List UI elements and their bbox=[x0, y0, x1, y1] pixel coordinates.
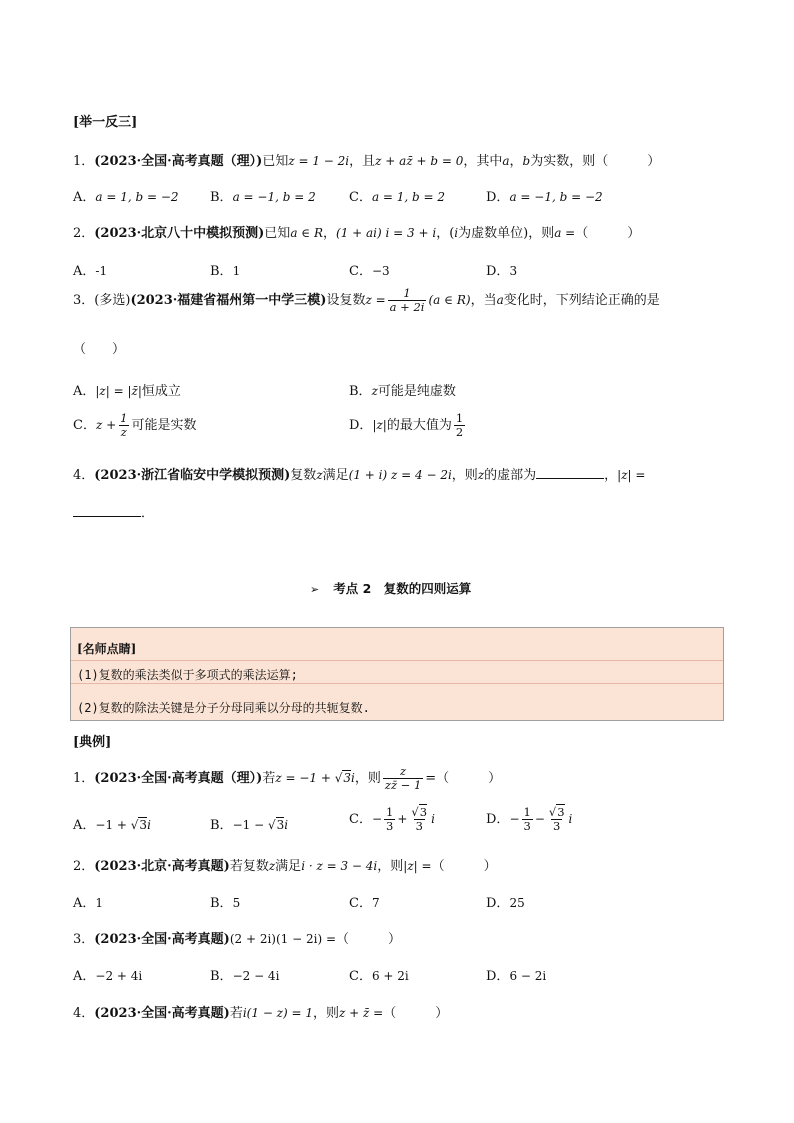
option-d bbox=[486, 806, 572, 833]
option-a bbox=[73, 965, 142, 984]
question-text: 复数 bbox=[290, 468, 317, 483]
option-a: A．−1 + √3i bbox=[73, 818, 151, 833]
equation: i · z = 3 − 4i bbox=[301, 859, 378, 873]
fraction-denominator: 3 bbox=[386, 819, 394, 834]
question-text: 设复数 bbox=[326, 293, 366, 309]
option-c bbox=[349, 806, 435, 833]
question-2 bbox=[73, 222, 640, 241]
equation: z = bbox=[365, 293, 386, 308]
question-text: 若 bbox=[262, 771, 276, 787]
question-tag: (多选) bbox=[94, 293, 131, 309]
section-title: 考点 2 复数的四则运算 bbox=[333, 581, 472, 596]
question-number: 3． bbox=[73, 293, 95, 309]
option-d bbox=[486, 186, 603, 205]
fraction-numerator: 1 bbox=[403, 286, 411, 300]
option-label: B． bbox=[349, 384, 372, 399]
option-text: 恒成立 bbox=[141, 384, 181, 399]
option-text: 的最大值为 bbox=[386, 418, 452, 434]
option-label: D． bbox=[486, 190, 510, 205]
separator: ， bbox=[509, 154, 523, 169]
option-b: B．−1 − √3i bbox=[210, 818, 289, 833]
equation: i bbox=[147, 818, 151, 832]
equation: − bbox=[371, 812, 383, 827]
option-text: 可能是纯虚数 bbox=[377, 384, 456, 399]
option-value: 1 bbox=[95, 896, 104, 910]
fraction-denominator: z bbox=[120, 425, 127, 440]
option-b bbox=[210, 260, 240, 279]
question-2 bbox=[73, 855, 497, 874]
question-3 bbox=[73, 287, 660, 314]
equation: |z| = |z̄| bbox=[95, 384, 142, 398]
fraction: $\frac{√3}{3}$ bbox=[548, 805, 565, 834]
variable: z bbox=[371, 384, 378, 398]
fraction-numerator: 1 bbox=[386, 805, 394, 819]
question-text: 若复数 bbox=[229, 859, 269, 874]
option-value: 3 bbox=[509, 264, 518, 278]
question-text: ，则 bbox=[313, 1006, 340, 1021]
equation: z = 1 − 2i bbox=[288, 154, 350, 168]
option-value: a = 1, b = −2 bbox=[95, 190, 179, 204]
question-text: =（ ） bbox=[425, 771, 502, 787]
option-value: 7 bbox=[371, 896, 380, 910]
fraction-denominator: zz̄ − 1 bbox=[384, 778, 422, 793]
tips-box-title-row bbox=[71, 628, 723, 661]
equation: −1 − bbox=[232, 818, 268, 832]
option-value: a = −1, b = −2 bbox=[509, 190, 603, 204]
option-label: C． bbox=[349, 896, 372, 911]
option-b bbox=[349, 380, 456, 399]
question-text: 若 bbox=[229, 1006, 243, 1021]
question-source: (2023·全国·高考真题) bbox=[94, 1006, 230, 1021]
variable: a bbox=[502, 154, 510, 168]
option-value: 25 bbox=[509, 896, 525, 910]
option-label: C． bbox=[349, 264, 372, 279]
operator: + bbox=[397, 812, 408, 827]
answer-blank[interactable] bbox=[73, 504, 141, 517]
question-text: （ ） bbox=[383, 1006, 449, 1021]
question-text: 已知 bbox=[264, 226, 291, 241]
variable: a bbox=[496, 293, 504, 308]
option-label: C． bbox=[73, 418, 96, 434]
option-value: −2 + 4i bbox=[95, 969, 143, 983]
option-value: 6 + 2i bbox=[371, 969, 409, 983]
option-value: 6 − 2i bbox=[509, 969, 547, 983]
option-value: a = 1, b = 2 bbox=[371, 190, 446, 204]
question-1: 1．(2023·全国·高考真题（理）)若z = −1 + √3i，则 $\frac{z}{zz̄ - 1}$ =（ ） bbox=[73, 764, 502, 793]
equation: a ∈ R bbox=[290, 226, 324, 240]
answer-line bbox=[73, 502, 154, 521]
option-value: -1 bbox=[95, 264, 108, 278]
option-value: a = −1, b = 2 bbox=[232, 190, 316, 204]
option-label: B． bbox=[210, 190, 233, 205]
question-number: 4． bbox=[73, 468, 95, 483]
fraction-numerator: 1 bbox=[455, 411, 464, 425]
tips-box-title: [名师点睛] bbox=[77, 642, 137, 656]
fraction-denominator: a + 2i bbox=[389, 300, 425, 315]
variable: i bbox=[454, 226, 459, 240]
fraction-denominator: 3 bbox=[523, 819, 531, 834]
question-text: 满足 bbox=[275, 859, 302, 874]
equation: a = bbox=[554, 226, 576, 240]
option-label: B． bbox=[210, 818, 233, 833]
question-text: ，则 bbox=[451, 468, 478, 483]
option-label: A． bbox=[73, 818, 96, 833]
option-label: A． bbox=[73, 896, 96, 911]
variable: z bbox=[477, 468, 485, 482]
equation: |z| bbox=[372, 418, 387, 433]
question-text: ，其中 bbox=[463, 154, 503, 169]
question-text: 的虚部为 bbox=[484, 468, 537, 483]
question-source: (2023·福建省福州第一中学三模) bbox=[130, 293, 327, 309]
question-source: (2023·全国·高考真题（理）) bbox=[94, 771, 263, 787]
question-number: 3． bbox=[73, 932, 95, 947]
question-number: 1． bbox=[73, 154, 95, 169]
question-text: （ ） bbox=[431, 859, 497, 874]
question-text: ， bbox=[323, 226, 337, 241]
fraction bbox=[118, 412, 129, 439]
tips-box bbox=[70, 627, 724, 721]
option-value: −3 bbox=[371, 264, 390, 278]
equation: i(1 − z) = 1 bbox=[242, 1006, 314, 1020]
variable: b bbox=[522, 154, 531, 168]
equation: |z| = bbox=[617, 468, 646, 482]
option-label: D． bbox=[486, 969, 510, 984]
option-d bbox=[486, 965, 546, 984]
tips-box-line: (2)复数的除法关键是分子分母同乘以分母的共轭复数. bbox=[77, 701, 370, 715]
option-a bbox=[73, 892, 103, 911]
question-source: (2023·北京·高考真题) bbox=[94, 859, 230, 874]
option-label: C． bbox=[349, 812, 372, 828]
question-source: (2023·浙江省临安中学模拟预测) bbox=[94, 468, 291, 483]
equation: z = −1 + bbox=[275, 771, 335, 786]
option-label: D． bbox=[486, 896, 510, 911]
fraction-numerator: z bbox=[400, 764, 407, 778]
question-text: 为实数，则（ ） bbox=[530, 154, 661, 169]
option-label: A． bbox=[73, 969, 96, 984]
question-1 bbox=[73, 150, 660, 169]
equation: |z| = bbox=[403, 859, 432, 873]
option-c bbox=[73, 412, 197, 439]
square-root: 3 bbox=[557, 805, 565, 819]
option-d bbox=[349, 412, 467, 439]
option-c bbox=[349, 965, 409, 984]
question-3 bbox=[73, 928, 401, 947]
equation: (1 + i) z = 4 − 2i bbox=[348, 468, 452, 482]
fraction-numerator: 1 bbox=[120, 411, 128, 425]
question-text: ，则 bbox=[354, 771, 381, 787]
option-b bbox=[210, 965, 279, 984]
option-c bbox=[349, 186, 445, 205]
arrow-icon: ➢ bbox=[310, 583, 320, 596]
variable: z bbox=[268, 859, 276, 873]
fraction bbox=[522, 806, 533, 833]
equation: i bbox=[568, 812, 573, 827]
equation: −1 + bbox=[95, 818, 131, 832]
question-number: 4． bbox=[73, 1006, 95, 1021]
fraction bbox=[384, 806, 395, 833]
question-text: ，当 bbox=[470, 293, 497, 309]
fraction bbox=[388, 287, 427, 314]
option-d bbox=[486, 892, 525, 911]
option-label: B． bbox=[210, 896, 233, 911]
question-text: （ ） bbox=[575, 226, 641, 241]
equation: − bbox=[509, 812, 520, 827]
question-4 bbox=[73, 1002, 448, 1021]
question-text: 变化时，下列结论正确的是 bbox=[503, 293, 660, 309]
answer-blank[interactable] bbox=[536, 466, 604, 479]
question-source: (2023·全国·高考真题) bbox=[94, 932, 230, 947]
operator: − bbox=[534, 812, 545, 827]
equation: z + z̄ = bbox=[339, 1006, 384, 1020]
square-root: 3 bbox=[419, 805, 428, 819]
option-a bbox=[73, 186, 179, 205]
fraction bbox=[454, 412, 465, 439]
option-label: D． bbox=[349, 418, 373, 434]
question-source: (2023·全国·高考真题（理）) bbox=[94, 154, 263, 169]
question-text: 满足 bbox=[322, 468, 349, 483]
question-text: ，( bbox=[436, 226, 455, 241]
section-label-example: [典例] bbox=[73, 735, 112, 750]
option-label: B． bbox=[210, 264, 233, 279]
question-number: 2． bbox=[73, 226, 95, 241]
section-label-practice: [举一反三] bbox=[73, 115, 138, 130]
option-a bbox=[73, 260, 107, 279]
square-root: 3 bbox=[343, 771, 352, 786]
question-number: 2． bbox=[73, 859, 95, 874]
equation: i bbox=[284, 818, 289, 832]
option-label: A． bbox=[73, 264, 96, 279]
equation: (a ∈ R) bbox=[428, 293, 471, 308]
option-c bbox=[349, 260, 390, 279]
option-b bbox=[210, 186, 316, 205]
question-text: 已知 bbox=[262, 154, 289, 169]
question-4 bbox=[73, 464, 645, 483]
equation: i bbox=[431, 812, 435, 827]
equation: z + bbox=[95, 418, 117, 433]
equation: z + az̄ + b = 0 bbox=[375, 154, 464, 168]
square-root: 3 bbox=[139, 818, 148, 832]
question-source: (2023·北京八十中模拟预测) bbox=[94, 226, 265, 241]
equation: (2 + 2i)(1 − 2i) = bbox=[229, 932, 337, 946]
fraction bbox=[383, 765, 423, 792]
answer-parentheses: （ ） bbox=[73, 342, 126, 357]
fraction-denominator: 3 bbox=[415, 819, 423, 834]
equation: (1 + ai) i = 3 + i bbox=[336, 226, 437, 240]
fraction: $\frac{√3}{3}$ bbox=[411, 805, 428, 834]
option-label: C． bbox=[349, 969, 372, 984]
equation: i bbox=[351, 771, 355, 786]
option-c bbox=[349, 892, 380, 911]
option-a bbox=[73, 380, 181, 399]
fraction-numerator: 1 bbox=[523, 805, 531, 819]
option-label: D． bbox=[486, 812, 510, 828]
variable: z bbox=[316, 468, 323, 482]
section-heading bbox=[310, 579, 471, 597]
question-number: 1． bbox=[73, 771, 95, 787]
option-label: D． bbox=[486, 264, 510, 279]
option-label: B． bbox=[210, 969, 233, 984]
option-value: 5 bbox=[232, 896, 241, 910]
question-text: （ ） bbox=[336, 932, 402, 947]
option-label: A． bbox=[73, 384, 96, 399]
question-text: ，且 bbox=[349, 154, 376, 169]
square-root: 3 bbox=[276, 818, 285, 832]
question-text: ， bbox=[604, 468, 618, 483]
fraction-denominator: 2 bbox=[455, 425, 464, 440]
fraction-denominator: 3 bbox=[553, 819, 561, 834]
question-text: ，则 bbox=[377, 859, 404, 874]
option-b bbox=[210, 892, 240, 911]
option-label: C． bbox=[349, 190, 372, 205]
option-text: 可能是实数 bbox=[131, 418, 197, 434]
option-value: 1 bbox=[232, 264, 241, 278]
option-label: A． bbox=[73, 190, 96, 205]
question-end: ． bbox=[141, 506, 155, 521]
question-text: 为虚数单位)，则 bbox=[458, 226, 555, 241]
tips-box-line: (1)复数的乘法类似于多项式的乘法运算; bbox=[77, 668, 298, 682]
option-value: −2 − 4i bbox=[232, 969, 280, 983]
option-d bbox=[486, 260, 517, 279]
